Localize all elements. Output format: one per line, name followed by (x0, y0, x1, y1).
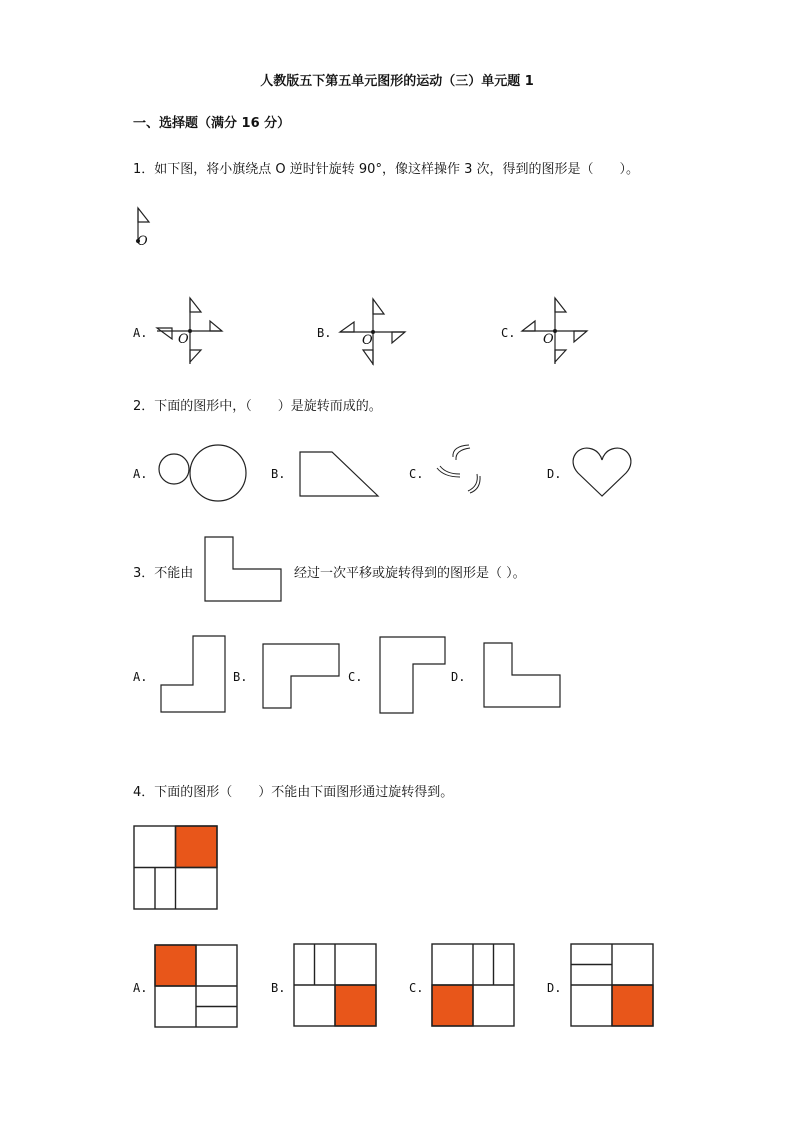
q4-option-d-grid (571, 944, 653, 1026)
q1-option-b[interactable]: B. (317, 326, 332, 340)
q3-option-a-shape (161, 636, 225, 712)
question-3-stem-before: 3．不能由 (133, 566, 194, 581)
q4-option-a-grid (155, 945, 237, 1027)
question-2-stem: 2．下面的图形中，（ ）是旋转而成的。 (133, 399, 382, 414)
shaded-square (335, 985, 376, 1026)
q3-option-b[interactable]: B. (233, 670, 248, 684)
q2-option-b-trapezoid (300, 452, 378, 496)
point-o-label-a: O (178, 332, 189, 347)
flag-option-b (340, 299, 405, 365)
q4-option-a[interactable]: A. (133, 981, 148, 995)
q3-stem-shape (205, 537, 281, 601)
q3-option-d-shape (484, 643, 560, 707)
q3-option-d[interactable]: D. (451, 670, 466, 684)
section-heading: 一、选择题（满分 16 分） (133, 116, 291, 131)
point-o-label-c: O (543, 332, 554, 347)
q4-option-b[interactable]: B. (271, 981, 286, 995)
q2-option-c-swirl (437, 445, 480, 493)
question-1-stem: 1．如下图，将小旗绕点 O 逆时针旋转 90°，像这样操作 3 次，得到的图形是（ ）。 (133, 162, 639, 177)
q4-option-d[interactable]: D. (547, 981, 562, 995)
q4-option-c-grid (432, 944, 514, 1026)
flag-option-c (522, 298, 587, 364)
shaded-square (432, 985, 473, 1026)
shaded-square (155, 945, 196, 986)
q4-option-b-grid (294, 944, 376, 1026)
q2-option-c[interactable]: C. (409, 467, 424, 481)
shaded-square (612, 985, 653, 1026)
q3-option-c[interactable]: C. (348, 670, 363, 684)
point-o-label-b: O (362, 333, 373, 348)
q3-option-b-shape (263, 644, 339, 708)
q4-option-c[interactable]: C. (409, 981, 424, 995)
q1-option-c[interactable]: C. (501, 326, 516, 340)
q2-option-b[interactable]: B. (271, 467, 286, 481)
question-3-stem-after: 经过一次平移或旋转得到的图形是（ ）。 (294, 566, 526, 581)
q4-original-grid (134, 826, 217, 909)
point-o-label: O (137, 234, 148, 249)
page-title: 人教版五下第五单元图形的运动（三）单元题 1 (260, 74, 534, 89)
flag-option-a (157, 298, 222, 364)
shaded-square (176, 826, 218, 868)
q2-option-a[interactable]: A. (133, 467, 148, 481)
q2-option-d-heart (573, 448, 631, 496)
q1-option-a[interactable]: A. (133, 326, 148, 340)
q2-option-a-circles (159, 445, 246, 501)
q3-option-a[interactable]: A. (133, 670, 148, 684)
question-4-stem: 4．下面的图形（ ）不能由下面图形通过旋转得到。 (133, 785, 454, 800)
q2-option-d[interactable]: D. (547, 467, 562, 481)
q3-option-c-shape (380, 637, 445, 713)
